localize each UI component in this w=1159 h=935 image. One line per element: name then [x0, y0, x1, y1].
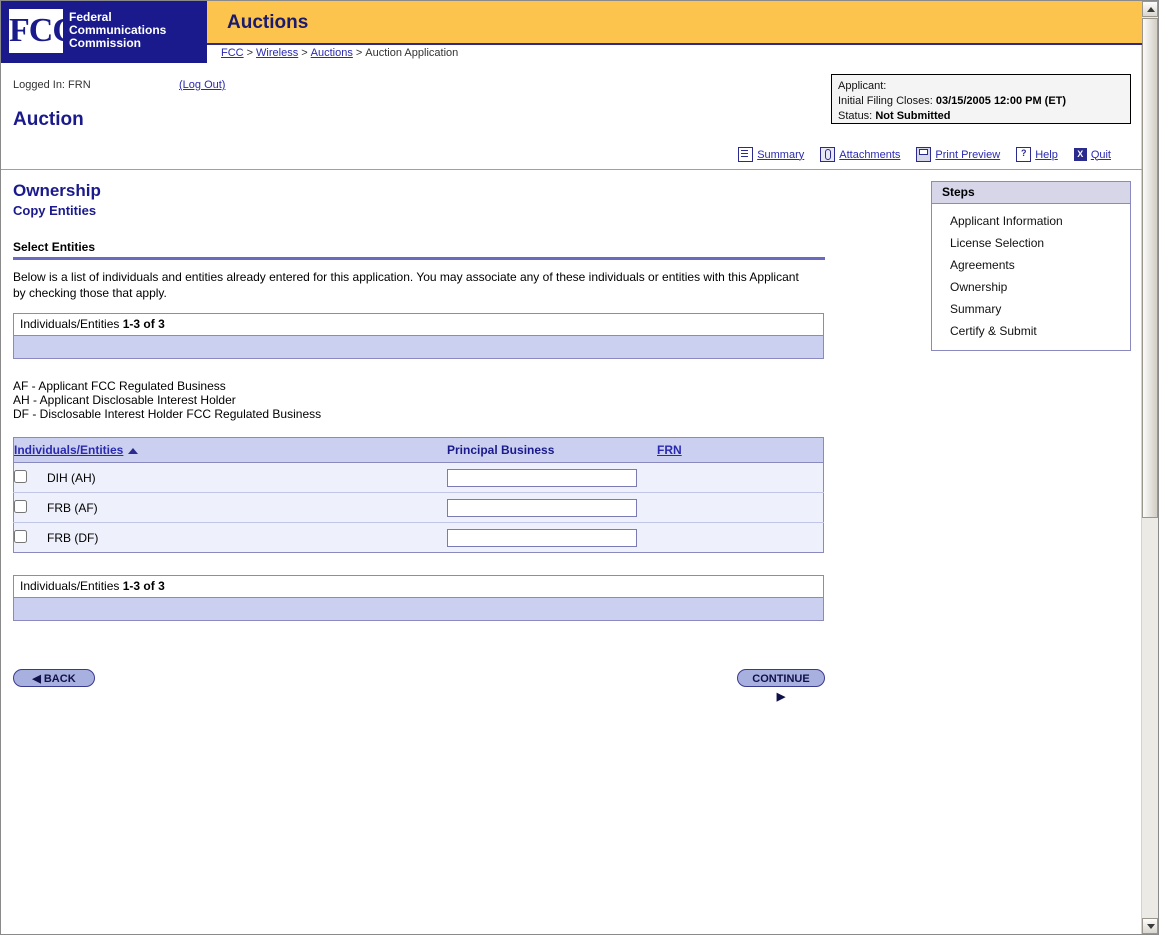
- steps-list: [932, 210, 1130, 342]
- toolbar-print-preview[interactable]: [916, 147, 1000, 162]
- row-frn-cell-0: [657, 463, 824, 493]
- scroll-down-button[interactable]: [1142, 918, 1158, 934]
- breadcrumb-separator: >: [355, 47, 363, 59]
- page-title: Auction: [13, 109, 84, 130]
- applicant-label: Applicant:: [838, 80, 887, 92]
- select-entities-label: Select Entities: [13, 240, 96, 254]
- toolbar-quit[interactable]: [1074, 148, 1111, 161]
- continue-button[interactable]: CONTINUE ▶: [737, 669, 825, 687]
- sidebar-item-summary[interactable]: Summary: [950, 302, 1002, 316]
- fcc-logo[interactable]: [1, 1, 207, 65]
- pager-top: [13, 313, 824, 359]
- fcc-logo-line2: Communications: [69, 23, 167, 37]
- applicant-status-box: [831, 74, 1131, 124]
- row-principal-business-cell-0[interactable]: [447, 463, 657, 493]
- row-select-cell[interactable]: [14, 523, 48, 553]
- principal-business-input-2[interactable]: [447, 529, 637, 547]
- instructions-text: Below is a list of individuals and entities already entered for this application. You may associate any of these individuals or entities with this Applicant by checking those that apply.: [13, 270, 799, 300]
- toolbar-attachments-label[interactable]: Attachments: [839, 148, 901, 161]
- scroll-up-arrow-icon: [1147, 7, 1155, 12]
- scroll-down-arrow-icon: [1147, 924, 1155, 929]
- row-frn-cell-2: [657, 523, 824, 553]
- vertical-scrollbar[interactable]: [1141, 1, 1158, 934]
- sidebar-item-agreements[interactable]: Agreements: [950, 258, 1015, 272]
- page-header: [1, 1, 1142, 63]
- attachment-icon: [820, 147, 835, 162]
- toolbar-divider: [1, 169, 1142, 170]
- applicant-row: [838, 79, 1124, 94]
- column-header-entities-link[interactable]: Individuals/Entities: [14, 443, 124, 457]
- fcc-logo-text: [69, 11, 166, 50]
- filing-row: [838, 94, 1124, 109]
- row-checkbox-1[interactable]: [14, 500, 27, 513]
- row-entity-name-2: FRB (DF): [47, 530, 99, 545]
- pager-bottom-label: Individuals/Entities: [20, 579, 120, 593]
- pager-top-controls[interactable]: [14, 335, 823, 358]
- column-header-frn[interactable]: [657, 438, 824, 463]
- form-actions: [13, 669, 825, 703]
- pager-bottom-range: 1-3 of 3: [122, 579, 165, 593]
- row-entity-name-0: DIH (AH): [47, 463, 447, 493]
- breadcrumb-item-auctions[interactable]: Auctions: [310, 47, 353, 59]
- row-checkbox-0[interactable]: [14, 470, 27, 483]
- toolbar-help-label[interactable]: Help: [1035, 148, 1058, 161]
- steps-panel: [931, 181, 1131, 351]
- column-header-frn-link[interactable]: FRN: [657, 443, 682, 457]
- summary-icon: [738, 147, 753, 162]
- sidebar-item-license-selection[interactable]: License Selection: [950, 236, 1045, 250]
- entities-table: [13, 437, 824, 553]
- table-header-row: [14, 438, 824, 463]
- quit-icon: X: [1074, 148, 1087, 161]
- table-row: [14, 493, 824, 523]
- column-header-principal-business: Principal Business: [447, 438, 657, 463]
- principal-business-input-0[interactable]: [447, 469, 637, 487]
- pager-top-range: 1-3 of 3: [122, 317, 165, 331]
- filing-value: 03/15/2005 12:00 PM (ET): [935, 95, 1067, 107]
- column-header-entities[interactable]: [14, 438, 448, 463]
- principal-business-input-1[interactable]: [447, 499, 637, 517]
- filing-label: Initial Filing Closes:: [838, 95, 933, 107]
- fcc-logo-line1: Federal: [69, 10, 112, 24]
- toolbar-print-preview-label[interactable]: Print Preview: [935, 148, 1001, 161]
- steps-panel-header: Steps: [932, 182, 1130, 204]
- sidebar-item-ownership[interactable]: Ownership: [950, 280, 1008, 294]
- auctions-banner: [207, 1, 1142, 45]
- printer-icon: [916, 147, 931, 162]
- pager-top-label: Individuals/Entities: [20, 317, 120, 331]
- sidebar-item-applicant-information[interactable]: Applicant Information: [950, 214, 1063, 228]
- row-checkbox-2[interactable]: [14, 530, 27, 543]
- toolbar-quit-label[interactable]: Quit: [1090, 148, 1111, 161]
- breadcrumb-item-current: Auction Application: [365, 47, 459, 59]
- sidebar-item-certify-submit[interactable]: Certify & Submit: [950, 324, 1037, 338]
- legend-item-df: DF - Disclosable Interest Holder FCC Regulated Business: [13, 407, 322, 421]
- row-select-cell[interactable]: [14, 463, 48, 493]
- status-value: Not Submitted: [875, 110, 951, 122]
- status-label: Status:: [838, 110, 873, 122]
- code-legend: [13, 379, 825, 421]
- breadcrumb-separator: >: [246, 47, 254, 59]
- breadcrumb: [207, 47, 1142, 63]
- main-content: [13, 181, 825, 621]
- scrollbar-thumb[interactable]: [1142, 18, 1158, 518]
- scroll-up-button[interactable]: [1142, 1, 1158, 17]
- table-row: [14, 463, 824, 493]
- sort-ascending-icon: [128, 448, 138, 454]
- status-row: [838, 109, 1124, 124]
- fcc-logo-line3: Commission: [69, 36, 142, 50]
- section-divider: [13, 257, 825, 260]
- row-principal-business-cell-1[interactable]: [447, 493, 657, 523]
- table-row: [14, 523, 824, 553]
- help-icon: ?: [1016, 147, 1031, 162]
- section-subtitle: Copy Entities: [13, 203, 97, 218]
- row-principal-business-cell-2[interactable]: [447, 523, 657, 553]
- legend-item-af: AF - Applicant FCC Regulated Business: [13, 379, 226, 393]
- breadcrumb-item-wireless[interactable]: Wireless: [256, 47, 299, 59]
- logout-link[interactable]: (Log Out): [179, 79, 226, 91]
- toolbar-summary[interactable]: [738, 147, 804, 162]
- toolbar-summary-label[interactable]: Summary: [757, 148, 805, 161]
- pager-bottom: [13, 575, 824, 621]
- legend-item-ah: AH - Applicant Disclosable Interest Holder: [13, 393, 236, 407]
- fcc-logo-mark: FCC: [9, 9, 63, 53]
- section-title: Ownership: [13, 181, 101, 200]
- toolbar-attachments[interactable]: [820, 147, 900, 162]
- logged-in-label: Logged In: FRN: [13, 79, 91, 91]
- row-select-cell[interactable]: [14, 493, 48, 523]
- breadcrumb-separator: >: [301, 47, 308, 59]
- auctions-banner-title: Auctions: [227, 12, 309, 33]
- pager-bottom-controls[interactable]: [14, 597, 823, 620]
- row-entity-name-1: FRB (AF): [47, 493, 447, 523]
- row-frn-cell-1: [657, 493, 824, 523]
- back-button[interactable]: ◀ BACK: [13, 669, 95, 687]
- utility-toolbar: [1, 147, 1142, 169]
- breadcrumb-item-fcc[interactable]: FCC: [221, 47, 244, 59]
- toolbar-help[interactable]: [1016, 147, 1058, 162]
